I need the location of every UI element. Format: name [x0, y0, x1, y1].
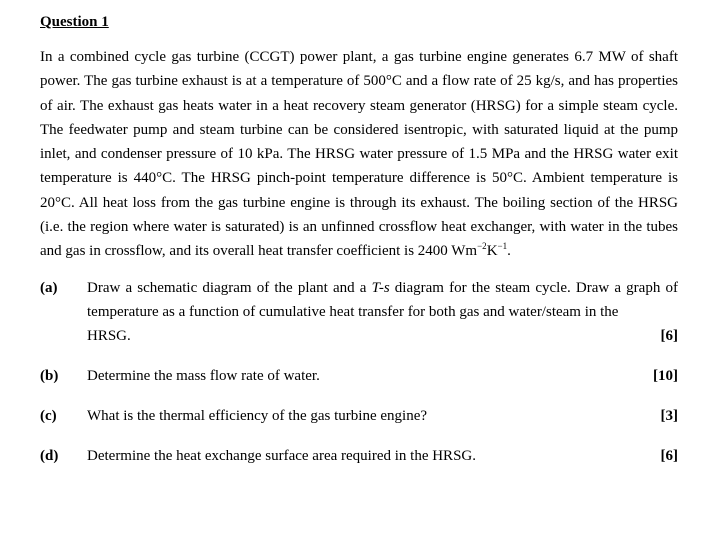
part-a-text: [87, 276, 678, 349]
intro-text: In a combined cycle gas turbine (CCGT) power plant, a gas turbine engine generates 6.7 MW of shaft power. The gas turbine exhaust is at a temperature of 500°C and a flow rate of 25 kg/s, and has properties of air. The exhaust gas heats water in a heat recovery steam generator (HRSG) for a simple steam cycle. The feedwater pump and steam turbine can be considered isentropic, with saturated liquid at the pump inlet, and condenser pressure of 10 kPa. The HRSG water pressure of 1.5 MPa and the HRSG water exit temperature is 440°C. The HRSG pinch-point temperature difference is 50°C. Ambient temperature is 20°C. All heat loss from the gas turbine engine is through its exhaust. The boiling section of the HRSG (i.e. the region where water is saturated) is an unfinned crossflow heat exchanger, with water in the tubes and gas in crossflow, and its overall heat transfer coefficient is 2400 Wm: [40, 49, 678, 260]
part-a-text-last: HRSG.: [87, 328, 131, 345]
part-a-ts-italic: T-s: [371, 279, 390, 296]
part-a-marks: [6]: [660, 328, 678, 345]
part-b-label: (b): [40, 368, 59, 385]
part-c-marks: [3]: [660, 407, 678, 424]
question-parts: [40, 276, 678, 468]
part-c-body: [87, 404, 678, 428]
question-heading: Question 1: [40, 14, 109, 30]
intro-unit-k: K: [486, 243, 498, 260]
part-a-last-line: [87, 324, 678, 348]
part-c-label: (c): [40, 407, 57, 424]
part-d-marks: [6]: [660, 447, 678, 464]
part-b-marks: [10]: [653, 368, 678, 385]
intro-end: .: [507, 243, 511, 260]
part-c-text: What is the thermal efficiency of the gas turbine engine?: [87, 407, 428, 424]
part-d-text: Determine the heat exchange surface area required in the HRSG.: [87, 447, 476, 464]
part-b-text: Determine the mass flow rate of water.: [87, 368, 320, 385]
intro-exponent-2: −1: [497, 241, 508, 252]
part-d-label: (d): [40, 447, 59, 464]
part-a: [40, 276, 678, 349]
part-c: [40, 404, 678, 428]
part-b: [40, 364, 678, 388]
part-b-body: [87, 364, 678, 388]
part-a-text-rest: diagram for the steam cycle. Draw a graph of temperature as a function of cumulative heat transfer for both gas and water/steam in the: [87, 279, 678, 320]
intro-exponent-1: −2: [477, 241, 487, 252]
part-a-text-start: Draw a schematic diagram of the plant and a: [87, 279, 372, 296]
question-intro: [40, 45, 678, 264]
part-d-body: [87, 444, 678, 468]
part-d: [40, 444, 678, 468]
part-a-label: (a): [40, 279, 58, 296]
